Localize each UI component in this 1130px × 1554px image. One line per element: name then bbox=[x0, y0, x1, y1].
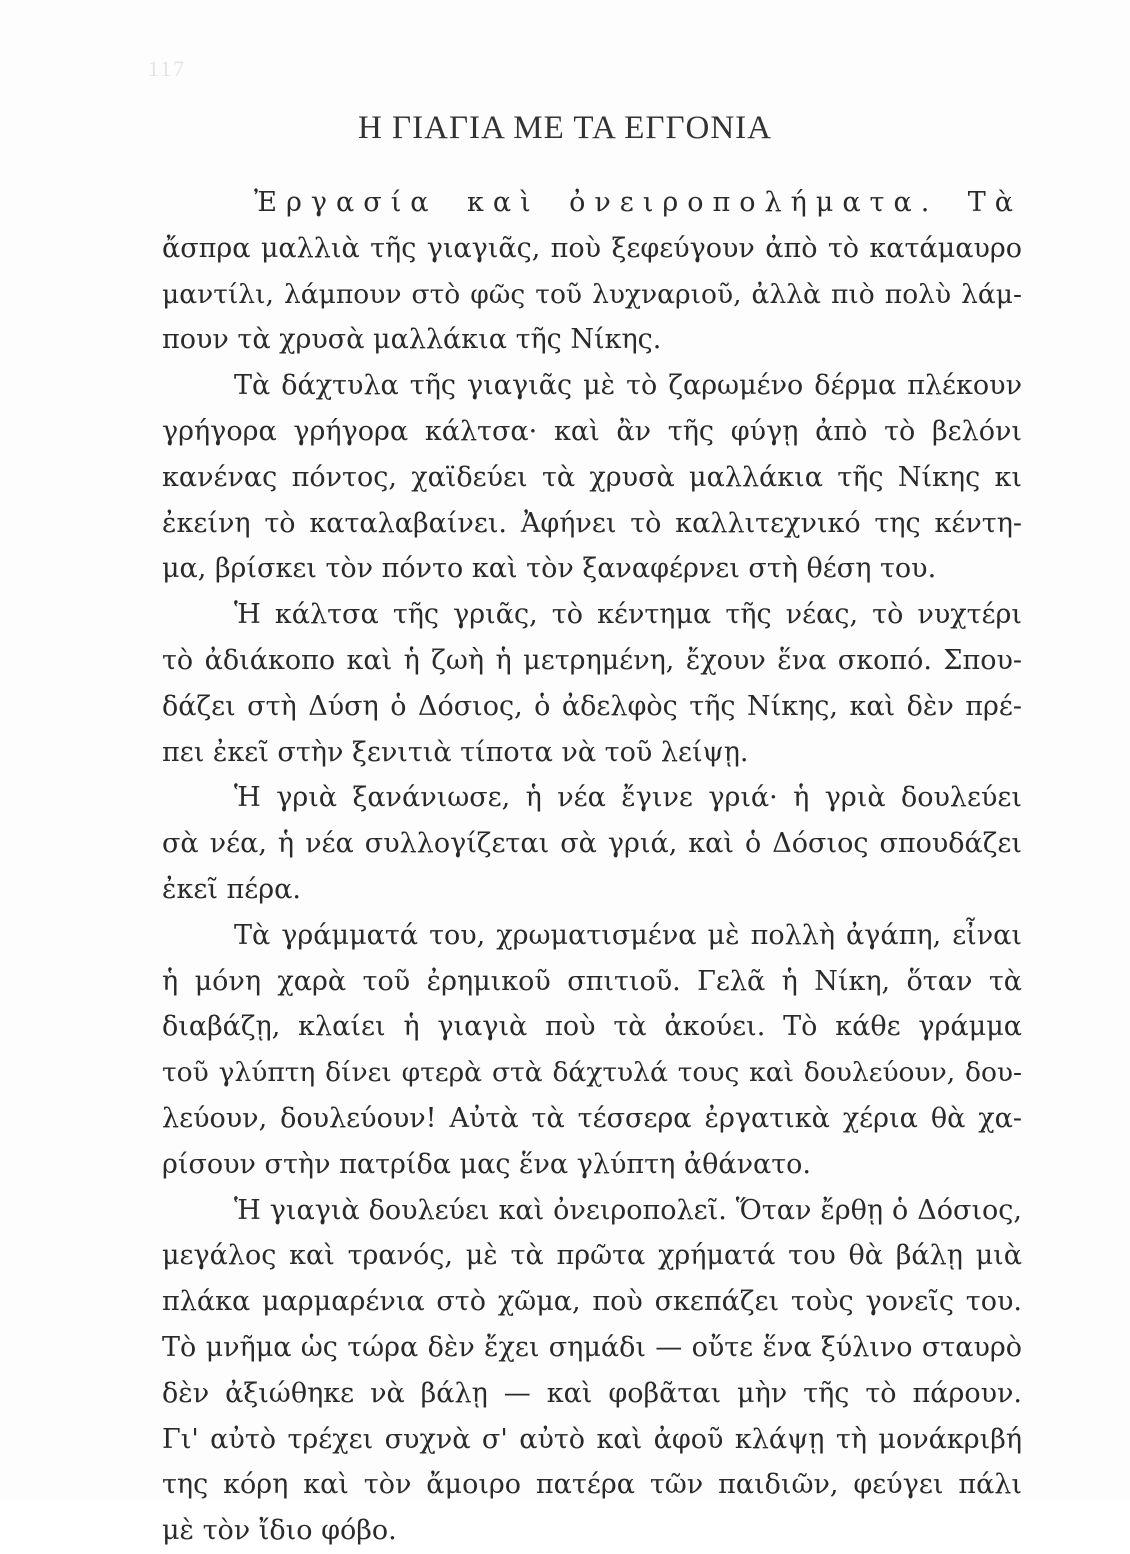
text-line: ρίσουν στὴν πατρίδα μας ἕνα γλύπτη ἀθάνατο. bbox=[162, 1148, 811, 1180]
text-line: κανένας πόντος, χαϊδεύει τὰ χρυσὰ μαλλάκια τῆς Νίκης κι bbox=[162, 461, 1022, 493]
text-line: της κόρη καὶ τὸν ἄμοιρο πατέρα τῶν παιδιῶν, φεύγει πάλι bbox=[162, 1469, 1022, 1501]
text-line: τὸ ἀδιάκοπο καὶ ἡ ζωὴ ἡ μετρημένη, ἔχουν ἕνα σκοπό. Σπου- bbox=[162, 644, 1022, 676]
text-line: διαβάζῃ, κλαίει ἡ γιαγιὰ ποὺ τὰ ἀκούει. Τὸ κάθε γράμμα bbox=[162, 1011, 1022, 1043]
text-line: σὰ νέα, ἡ νέα συλλογίζεται σὰ γριά, καὶ ὁ Δόσιος σπουδάζει bbox=[162, 828, 1022, 860]
text-line: πλάκα μαρμαρένια στὸ χῶμα, ποὺ σκεπάζει τοὺς γονεῖς του. bbox=[162, 1286, 1022, 1318]
text-line: Ἡ κάλτσα τῆς γριᾶς, τὸ κέντημα τῆς νέας, τὸ νυχτέρι bbox=[234, 599, 1022, 631]
text-line: πουν τὰ χρυσὰ μαλλάκια τῆς Νίκης. bbox=[162, 324, 662, 356]
text-line: ἄσπρα μαλλιὰ τῆς γιαγιᾶς, ποὺ ξεφεύγουν ἀπὸ τὸ κατάμαυρο bbox=[162, 232, 1022, 264]
text-line: μα, βρίσκει τὸν πόντο καὶ τὸν ξαναφέρνει στὴ θέση του. bbox=[162, 553, 937, 585]
text-line: Τὰ γράμματά του, χρωματισμένα μὲ πολλὴ ἀγάπη, εἶναι bbox=[234, 919, 1022, 951]
text-line: Τὸ μνῆμα ὡς τώρα δὲν ἔχει σημάδι — οὔτε ἕνα ξύλινο σταυρὸ bbox=[162, 1331, 1022, 1363]
text-line: Ἐργασία καὶ ὀνειροπολήματα. Τὰ bbox=[254, 187, 1022, 218]
text-line: ἡ μόνη χαρὰ τοῦ ἐρημικοῦ σπιτιοῦ. Γελᾶ ἡ Νίκη, ὅταν τὰ bbox=[162, 965, 1022, 997]
page-number: 117 bbox=[148, 56, 187, 81]
text-line: ἐκείνη τὸ καταλαβαίνει. Ἀφήνει τὸ καλλιτεχνικό της κέντη- bbox=[162, 507, 1022, 539]
text-line: ἐκεῖ πέρα. bbox=[162, 873, 301, 905]
chapter-title: Η ΓΙΑΓΙΑ ΜΕ ΤΑ ΕΓΓΟΝΙΑ bbox=[357, 110, 773, 146]
text-line: μὲ τὸν ἴδιο φόβο. bbox=[162, 1515, 397, 1547]
text-line: λεύουν, δουλεύουν! Αὐτὰ τὰ τέσσερα ἐργατικὰ χέρια θὰ χα- bbox=[162, 1102, 1022, 1134]
text-line: πει ἐκεῖ στὴν ξενιτιὰ τίποτα νὰ τοῦ λείψῃ. bbox=[162, 736, 749, 768]
text-line: δὲν ἀξιώθηκε νὰ βάλῃ — καὶ φοβᾶται μὴν τῆς τὸ πάρουν. bbox=[162, 1377, 1022, 1409]
text-line: δάζει στὴ Δύση ὁ Δόσιος, ὁ ἀδελφὸς τῆς Νίκης, καὶ δὲν πρέ- bbox=[162, 690, 1022, 722]
text-line: Γι' αὐτὸ τρέχει συχνὰ σ' αὐτὸ καὶ ἀφοῦ κλάψῃ τὴ μονάκριβή bbox=[162, 1423, 1022, 1455]
text-line: τοῦ γλύπτη δίνει φτερὰ στὰ δάχτυλά τους καὶ δουλεύουν, δου- bbox=[162, 1057, 1022, 1089]
text-line: Τὰ δάχτυλα τῆς γιαγιᾶς μὲ τὸ ζαρωμένο δέρμα πλέκουν bbox=[234, 370, 1022, 402]
text-line: Ἡ γριὰ ξανάνιωσε, ἡ νέα ἔγινε γριά· ἡ γριὰ δουλεύει bbox=[234, 782, 1022, 814]
text-line: Ἡ γιαγιὰ δουλεύει καὶ ὀνειροπολεῖ. Ὅταν ἔρθῃ ὁ Δόσιος, bbox=[234, 1194, 1022, 1226]
text-line: μεγάλος καὶ τρανός, μὲ τὰ πρῶτα χρήματά του θὰ βάλῃ μιὰ bbox=[162, 1240, 1022, 1272]
text-line: γρήγορα γρήγορα κάλτσα· καὶ ἂν τῆς φύγῃ ἀπὸ τὸ βελόνι bbox=[162, 415, 1022, 447]
text-line: μαντίλι, λάμπουν στὸ φῶς τοῦ λυχναριοῦ, ἀλλὰ πιὸ πολὺ λάμ- bbox=[162, 278, 1022, 310]
body-text bbox=[162, 180, 1022, 1554]
